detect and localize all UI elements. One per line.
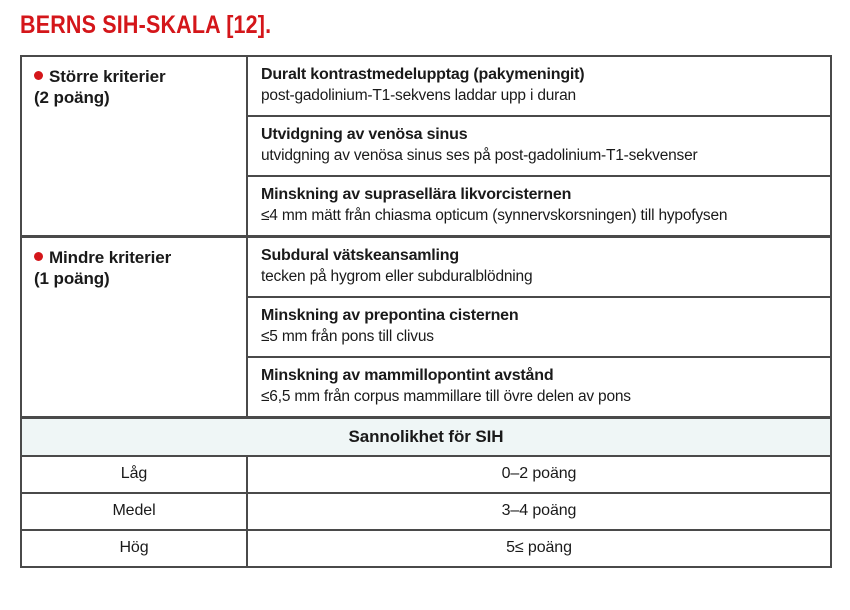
berns-sih-scale-table [20, 55, 832, 568]
probability-points: 3–4 poäng [501, 502, 577, 519]
criterion-description: post-gadolinium-T1-sekvens laddar upp i duran [261, 87, 576, 104]
probability-level: Medel [22, 494, 248, 529]
summary-header: Sannolikhet för SIH [22, 416, 830, 455]
major-criteria-rows [248, 57, 830, 235]
probability-points: 5≤ poäng [506, 539, 572, 556]
minor-criteria-label-line1 [34, 247, 236, 268]
major-criteria-label-line1 [34, 66, 236, 87]
minor-criteria-name: Mindre kriterier [49, 248, 172, 267]
criterion-title: Minskning av suprasellära likvorcisternen [261, 186, 572, 203]
minor-criteria-rows [248, 238, 830, 416]
table-row [22, 455, 830, 492]
probability-points: 0–2 poäng [501, 465, 577, 482]
table-row [248, 238, 830, 296]
criterion-title: Minskning av mammillopontint avstånd [261, 367, 554, 384]
table-row [248, 57, 830, 115]
criterion-title: Subdural vätskeansamling [261, 247, 459, 264]
probability-level: Hög [22, 531, 248, 566]
criterion-description: ≤6,5 mm från corpus mammillare till övre delen av pons [261, 388, 631, 405]
minor-criteria-points: (1 poäng) [34, 269, 110, 288]
major-criteria-points: (2 poäng) [34, 88, 110, 107]
bullet-icon [34, 71, 43, 80]
table-row [22, 492, 830, 529]
minor-criteria-label-cell [22, 238, 248, 416]
criterion-description: utvidgning av venösa sinus ses på post-gadolinium-T1-sekvenser [261, 147, 698, 164]
bullet-icon [34, 252, 43, 261]
criterion-title: Minskning av prepontina cisternen [261, 307, 519, 324]
section-major-criteria [22, 57, 830, 235]
criterion-description: ≤5 mm från pons till clivus [261, 328, 434, 345]
section-minor-criteria [22, 235, 830, 416]
table-row [22, 529, 830, 566]
major-criteria-name: Större kriterier [49, 67, 166, 86]
major-criteria-label-cell [22, 57, 248, 235]
table-row [248, 356, 830, 416]
criterion-title: Duralt kontrastmedelupptag (pakymeningit) [261, 66, 585, 83]
criterion-title: Utvidgning av venösa sinus [261, 126, 468, 143]
table-row [248, 115, 830, 175]
probability-level: Låg [22, 457, 248, 492]
criterion-description: tecken på hygrom eller subduralblödning [261, 268, 533, 285]
table-row [248, 296, 830, 356]
figure-title: BERNS SIH-SKALA [12]. [20, 11, 272, 39]
table-row [248, 175, 830, 235]
criterion-description: ≤4 mm mätt från chiasma opticum (synnervskorsningen) till hypofysen [261, 207, 728, 224]
